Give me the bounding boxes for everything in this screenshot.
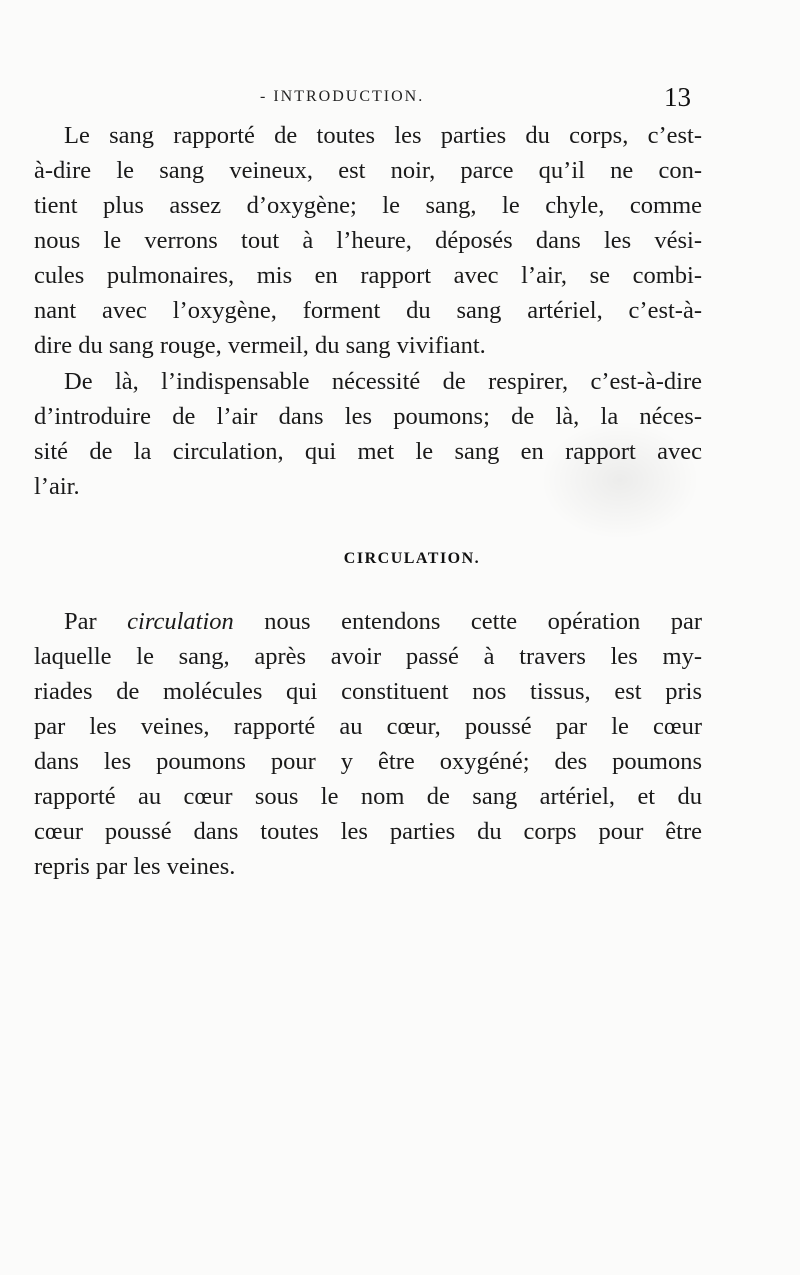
text-line: l’air. xyxy=(34,473,80,500)
text-run: Par xyxy=(64,608,128,635)
paragraph-respiration xyxy=(34,364,702,504)
text-line: à-dire le sang veineux, est noir, parce qu’il ne con- xyxy=(34,157,702,184)
text-line: sité de la circulation, qui met le sang en rapport avec xyxy=(34,438,702,465)
text-line-first xyxy=(34,604,702,639)
section-title: CIRCULATION. xyxy=(343,550,481,567)
text-line: d’introduire de l’air dans les poumons; de là, la néces- xyxy=(34,403,702,430)
text-line: riades de molécules qui constituent nos tissus, est pris xyxy=(34,678,702,705)
text-run: nous entendons cette opération par xyxy=(233,608,702,635)
section-heading xyxy=(0,548,800,568)
text-line: De là, l’indispensable nécessité de respirer, c’est-à-dire xyxy=(64,368,702,395)
text-line: dans les poumons pour y être oxygéné; des poumons xyxy=(34,748,702,775)
text-line: laquelle le sang, après avoir passé à travers les my- xyxy=(34,643,702,670)
text-line: repris par les veines. xyxy=(34,853,236,880)
text-line: dire du sang rouge, vermeil, du sang vivifiant. xyxy=(34,332,486,359)
text-line: tient plus assez d’oxygène; le sang, le chyle, comme xyxy=(34,192,702,219)
text-line: cœur poussé dans toutes les parties du corps pour être xyxy=(34,818,702,845)
text-line: Le sang rapporté de toutes les parties du corps, c’est- xyxy=(64,122,702,149)
running-head xyxy=(0,82,800,112)
page-number: 13 xyxy=(664,82,691,112)
text-line: cules pulmonaires, mis en rapport avec l’air, se combi- xyxy=(34,262,702,289)
paragraph-circulation xyxy=(34,604,702,884)
text-line: nous le verrons tout à l’heure, déposés dans les vési- xyxy=(34,227,702,254)
paragraph-blood-color xyxy=(34,118,702,363)
italic-term: circulation xyxy=(127,608,234,635)
running-title: - INTRODUCTION. xyxy=(260,88,425,105)
text-line: nant avec l’oxygène, forment du sang artériel, c’est-à- xyxy=(34,297,702,324)
text-line: par les veines, rapporté au cœur, poussé par le cœur xyxy=(34,713,702,740)
text-line: rapporté au cœur sous le nom de sang artériel, et du xyxy=(34,783,702,810)
